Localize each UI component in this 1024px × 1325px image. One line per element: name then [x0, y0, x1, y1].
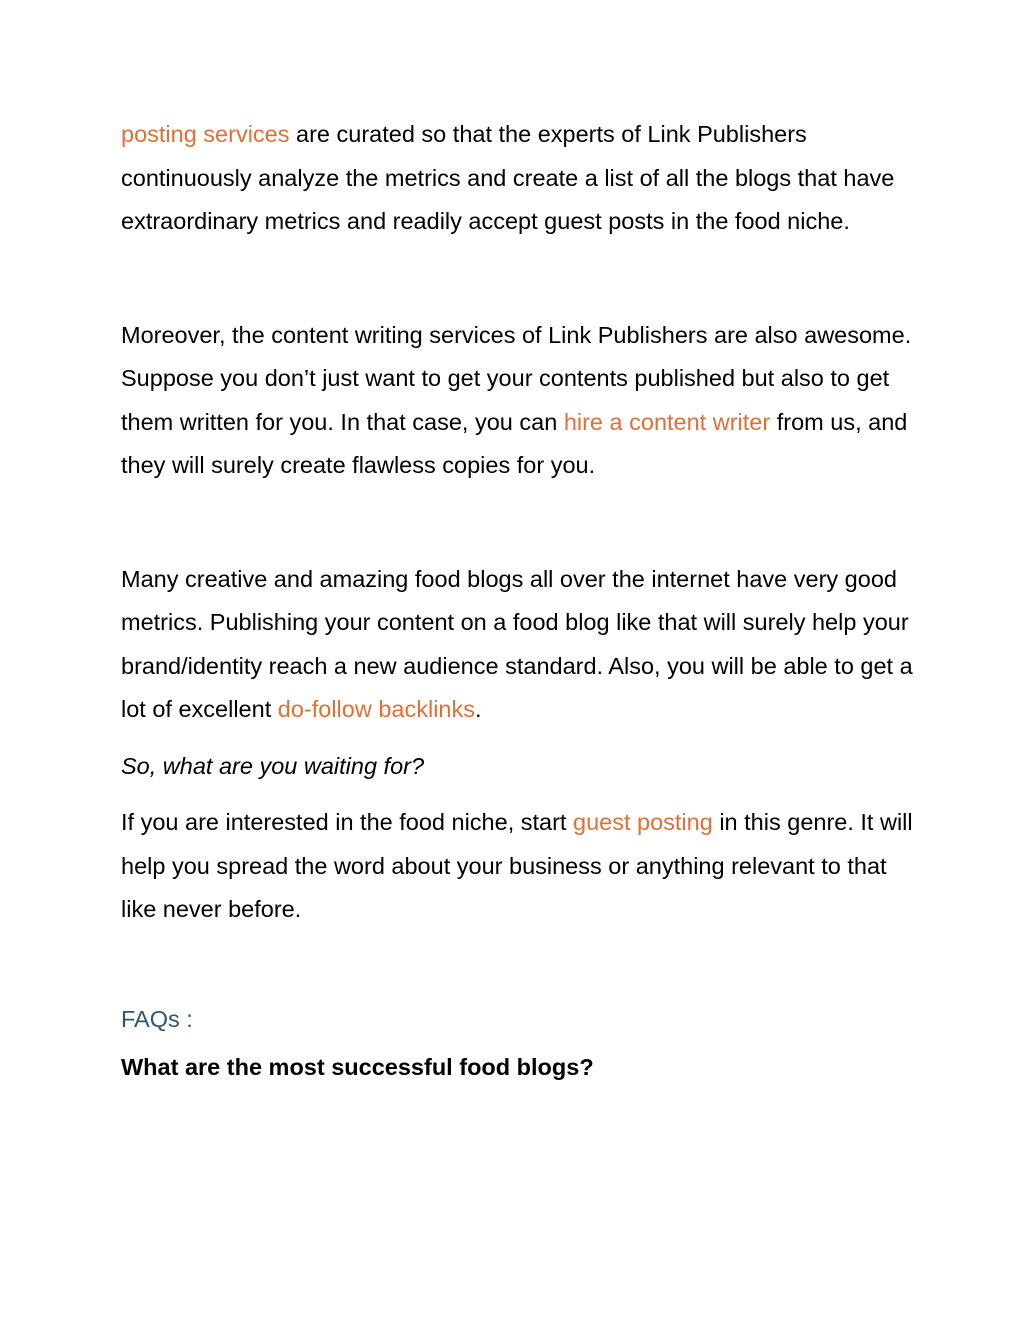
- paragraph-text: If you are interested in the food niche, start: [121, 809, 573, 835]
- paragraph-waiting-question: [121, 745, 921, 789]
- paragraph-text: .: [475, 696, 482, 722]
- paragraph-text: Many creative and amazing food blogs all over the internet have very good metrics. Publishing your content on a food blog like that will surely help your brand/identity reach a new audience standard. Also, you will be able to get a lot of excellent: [121, 565, 913, 722]
- do-follow-backlinks-link[interactable]: do-follow backlinks: [277, 696, 475, 722]
- faq-heading: FAQs :: [121, 1005, 193, 1032]
- faq-question: What are the most successful food blogs?: [121, 1054, 594, 1080]
- document-page: [121, 113, 921, 1090]
- paragraph-text: Moreover, the content writing services of Link Publishers are also awesome. Suppose you don’t just want to get your contents published but also to get them written for you. In that case, you can: [121, 321, 912, 435]
- paragraph-text: are curated so that the experts of Link Publishers continuously analyze the metrics and create a list of all the blogs that have extraordinary metrics and readily accept guest posts in the food niche.: [121, 121, 895, 234]
- paragraph-content-writing: [121, 314, 921, 488]
- paragraph-text: So, what are you waiting for?: [121, 752, 425, 779]
- guest-posting-link[interactable]: guest posting: [573, 809, 713, 835]
- posting-services-link[interactable]: posting services: [121, 121, 290, 147]
- paragraph-guest-posting: [121, 801, 921, 932]
- paragraph-curated-services: [121, 113, 921, 244]
- paragraph-text: from us, and they will surely create flawless copies for you.: [121, 408, 908, 478]
- paragraph-text: in this genre. It will help you spread the word about your business or anything relevant to that like never before.: [121, 809, 913, 922]
- hire-content-writer-link[interactable]: hire a content writer: [563, 408, 771, 435]
- paragraph-food-blogs: [121, 558, 921, 732]
